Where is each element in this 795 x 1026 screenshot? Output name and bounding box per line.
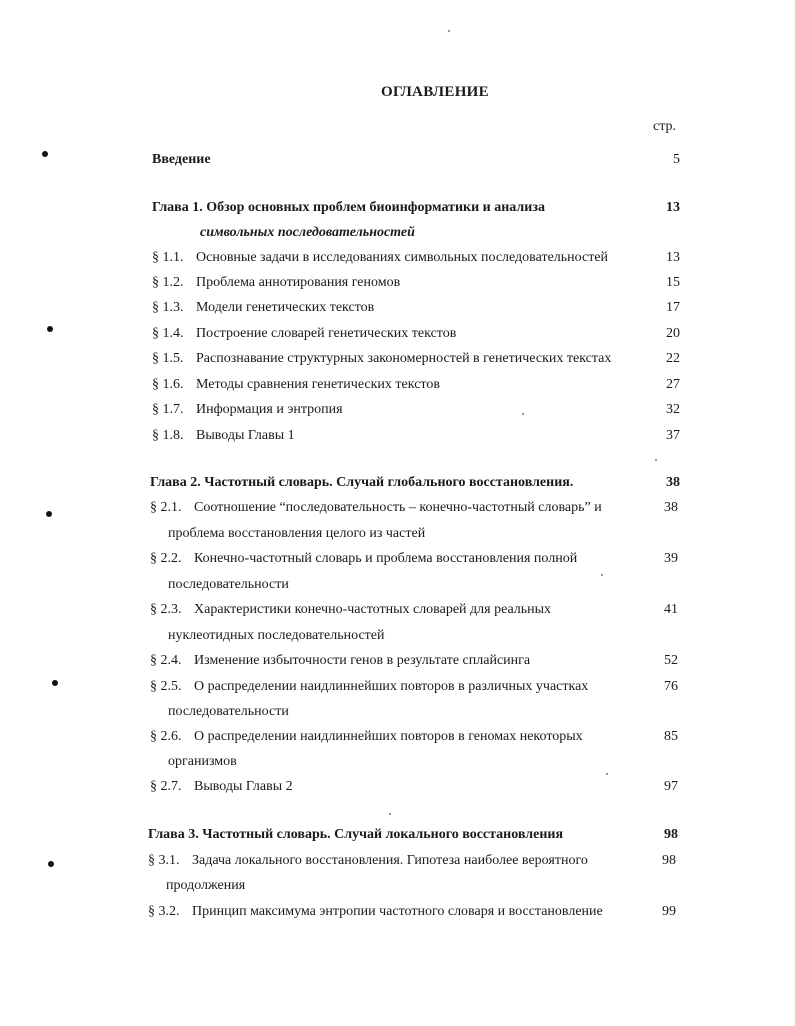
toc-page-1-6: 27: [666, 377, 680, 392]
section-title: Принцип максимума энтропии частотного словаря и восстановление: [192, 904, 603, 919]
section-title: Информация и энтропия: [196, 402, 343, 417]
binding-hole-dot: [42, 151, 48, 157]
section-title: Основные задачи в исследованиях символьных последовательностей: [196, 250, 609, 265]
toc-entry-1-3: [152, 299, 374, 317]
section-title: Выводы Главы 2: [194, 779, 293, 794]
toc-entry-2-4: [150, 652, 530, 670]
toc-page-1-8: 37: [666, 428, 680, 443]
toc-entry-1-5: [152, 350, 611, 368]
scan-speck: [606, 773, 608, 775]
ch1-title-line2: символьных последовательностей: [200, 225, 415, 240]
toc-entry-3-1-cont: продолжения: [166, 878, 246, 893]
binding-hole-dot: [47, 326, 53, 332]
ch2-page: 38: [666, 475, 680, 490]
toc-entry-2-7: [150, 778, 293, 796]
ch3-page: 98: [664, 827, 678, 842]
section-number: § 1.1.: [152, 250, 184, 265]
section-title: Соотношение “последовательность – конечно-частотный словарь” и: [194, 500, 602, 515]
toc-page-2-3: 41: [664, 602, 678, 617]
section-number: § 1.2.: [152, 275, 184, 290]
toc-entry-1-6: [152, 376, 440, 394]
toc-entry-1-1: [152, 249, 608, 267]
section-title: Распознавание структурных закономерностей в генетических текстах: [196, 351, 612, 366]
toc-page-3-1: 98: [662, 853, 676, 868]
toc-entry-2-1-cont: проблема восстановления целого из частей: [168, 526, 426, 541]
toc-entry-1-8: [152, 427, 295, 445]
section-number: § 1.3.: [152, 300, 184, 315]
section-title: Проблема аннотирования геномов: [196, 275, 401, 290]
section-number: § 1.4.: [152, 326, 184, 341]
section-title: Методы сравнения генетических текстов: [196, 377, 440, 392]
intro-label: Введение: [152, 152, 211, 167]
toc-entry-2-5: [150, 678, 588, 696]
section-number: § 1.6.: [152, 377, 184, 392]
section-number: § 2.2.: [150, 551, 182, 566]
toc-page-2-7: 97: [664, 779, 678, 794]
toc-page-2-6: 85: [664, 729, 678, 744]
section-title: Выводы Главы 1: [196, 428, 295, 443]
toc-entry-2-6-cont: организмов: [168, 754, 237, 769]
section-number: § 2.4.: [150, 653, 182, 668]
toc-entry-2-1: [150, 499, 602, 517]
section-title: Конечно-частотный словарь и проблема восстановления полной: [194, 551, 578, 566]
section-number: § 3.2.: [148, 904, 180, 919]
toc-page-1-4: 20: [666, 326, 680, 341]
toc-entry-2-3-cont: нуклеотидных последовательностей: [168, 628, 385, 643]
toc-entry-2-6: [150, 728, 583, 746]
toc-entry-1-4: [152, 325, 456, 343]
section-title: Изменение избыточности генов в результате сплайсинга: [194, 653, 531, 668]
section-number: § 1.5.: [152, 351, 184, 366]
section-number: § 1.7.: [152, 402, 184, 417]
ch3-title: Глава 3. Частотный словарь. Случай локального восстановления: [148, 827, 564, 842]
section-number: § 2.6.: [150, 729, 182, 744]
toc-entry-2-2: [150, 550, 577, 568]
toc-entry-2-3: [150, 601, 551, 619]
toc-page-2-5: 76: [664, 679, 678, 694]
ch2-title: Глава 2. Частотный словарь. Случай глобального восстановления.: [150, 475, 574, 490]
page-column-header: стр.: [653, 119, 677, 134]
section-number: § 2.1.: [150, 500, 182, 515]
section-title: Характеристики конечно-частотных словарей для реальных: [194, 602, 552, 617]
section-number: § 2.3.: [150, 602, 182, 617]
toc-entry-1-2: [152, 274, 400, 292]
toc-entry-3-2: [148, 903, 603, 921]
binding-hole-dot: [48, 861, 54, 867]
scan-speck: [522, 413, 524, 415]
toc-page-1-7: 32: [666, 402, 680, 417]
toc-page-2-2: 39: [664, 551, 678, 566]
toc-page-1-2: 15: [666, 275, 680, 290]
binding-hole-dot: [52, 680, 58, 686]
toc-entry-2-2-cont: последовательности: [168, 577, 289, 592]
toc-entry-2-5-cont: последовательности: [168, 704, 289, 719]
section-number: § 1.8.: [152, 428, 184, 443]
scan-speck: [448, 30, 450, 32]
toc-entry-3-1: [148, 852, 588, 870]
section-number: § 3.1.: [148, 853, 180, 868]
section-title: Построение словарей генетических текстов: [196, 326, 457, 341]
toc-page-1-5: 22: [666, 351, 680, 366]
scan-speck: [389, 813, 391, 815]
toc-page-2-4: 52: [664, 653, 678, 668]
intro-page: 5: [673, 152, 680, 167]
section-title: Задача локального восстановления. Гипотеза наиболее вероятного: [192, 853, 588, 868]
scan-speck: [601, 574, 603, 576]
page-title: ОГЛАВЛЕНИЕ: [381, 84, 489, 100]
section-title: О распределении наидлиннейших повторов в различных участках: [194, 679, 589, 694]
section-title: О распределении наидлиннейших повторов в геномах некоторых: [194, 729, 583, 744]
toc-page-1-3: 17: [666, 300, 680, 315]
toc-page-1-1: 13: [666, 250, 680, 265]
ch1-page: 13: [666, 200, 680, 215]
toc-page-3-2: 99: [662, 904, 676, 919]
section-title: Модели генетических текстов: [196, 300, 375, 315]
section-number: § 2.5.: [150, 679, 182, 694]
toc-page-2-1: 38: [664, 500, 678, 515]
scan-speck: [655, 459, 657, 461]
section-number: § 2.7.: [150, 779, 182, 794]
ch1-title-line1: Глава 1. Обзор основных проблем биоинформатики и анализа: [152, 200, 545, 215]
toc-entry-1-7: [152, 401, 343, 419]
binding-hole-dot: [46, 511, 52, 517]
